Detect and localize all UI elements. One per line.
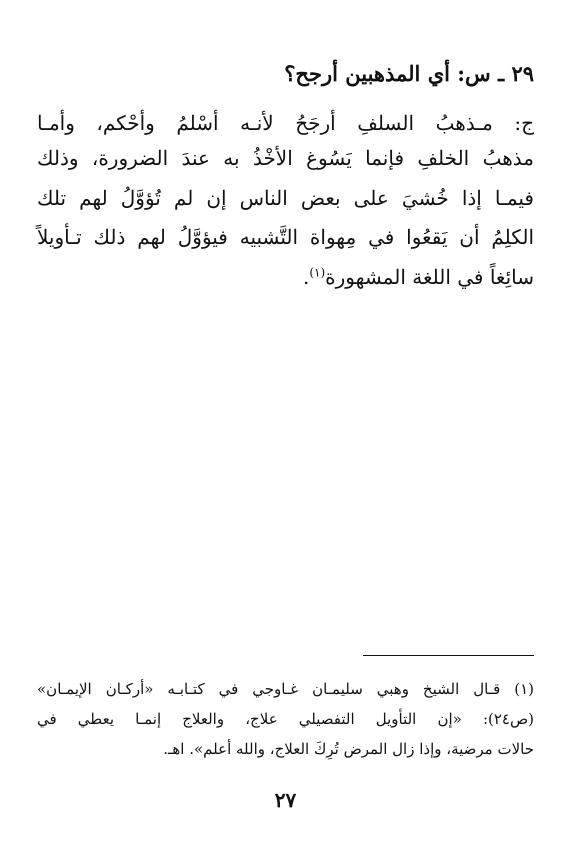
footnote-line-2: (ص٢٤): «إن التأويل التفصيلي علاج، والعلاج إنمـا يعطي في: [37, 710, 534, 728]
footnote-line-1: (١) قـال الشيخ وهبي سليمـان غـاوجي في كتـابـه «أركـان الإيمـان»: [37, 680, 534, 698]
answer-line-2: مذهبُ الخلفِ فإنما يَسُوغ الأخْذُ به عندَ الضرورة، وذلك: [37, 146, 534, 170]
footnote-line-3: حالات مرضية، وإذا زال المرض تُرِكَ العلاج، والله أعلم». اهـ.: [163, 740, 534, 758]
question-heading: ٢٩ ـ س: أي المذهبين أرجح؟: [284, 61, 534, 86]
answer-end-punctuation: .: [302, 265, 310, 289]
footnote-separator-rule: [363, 655, 534, 656]
answer-line-1: ج: مـذهبُ السلفِ أرجَحُ لأنـه أسْلمُ وأحْكم، وأمـا: [37, 111, 534, 135]
answer-line-3: فيمـا إذا خُشيَ على بعض الناس إن لم تُؤوَّلُ لهم تلك: [37, 186, 534, 210]
answer-line-5-text: سائِغاً في اللغة المشهورة: [325, 265, 534, 289]
footnote-reference: (١): [309, 265, 326, 280]
answer-line-4: الكلِمُ أن يَقعُوا في مِهواة التَّشبيه فيؤوَّلُ لهم ذلك تـأويلاً: [37, 225, 534, 249]
answer-line-5: [37, 262, 534, 292]
page-number: ٢٧: [274, 788, 297, 812]
